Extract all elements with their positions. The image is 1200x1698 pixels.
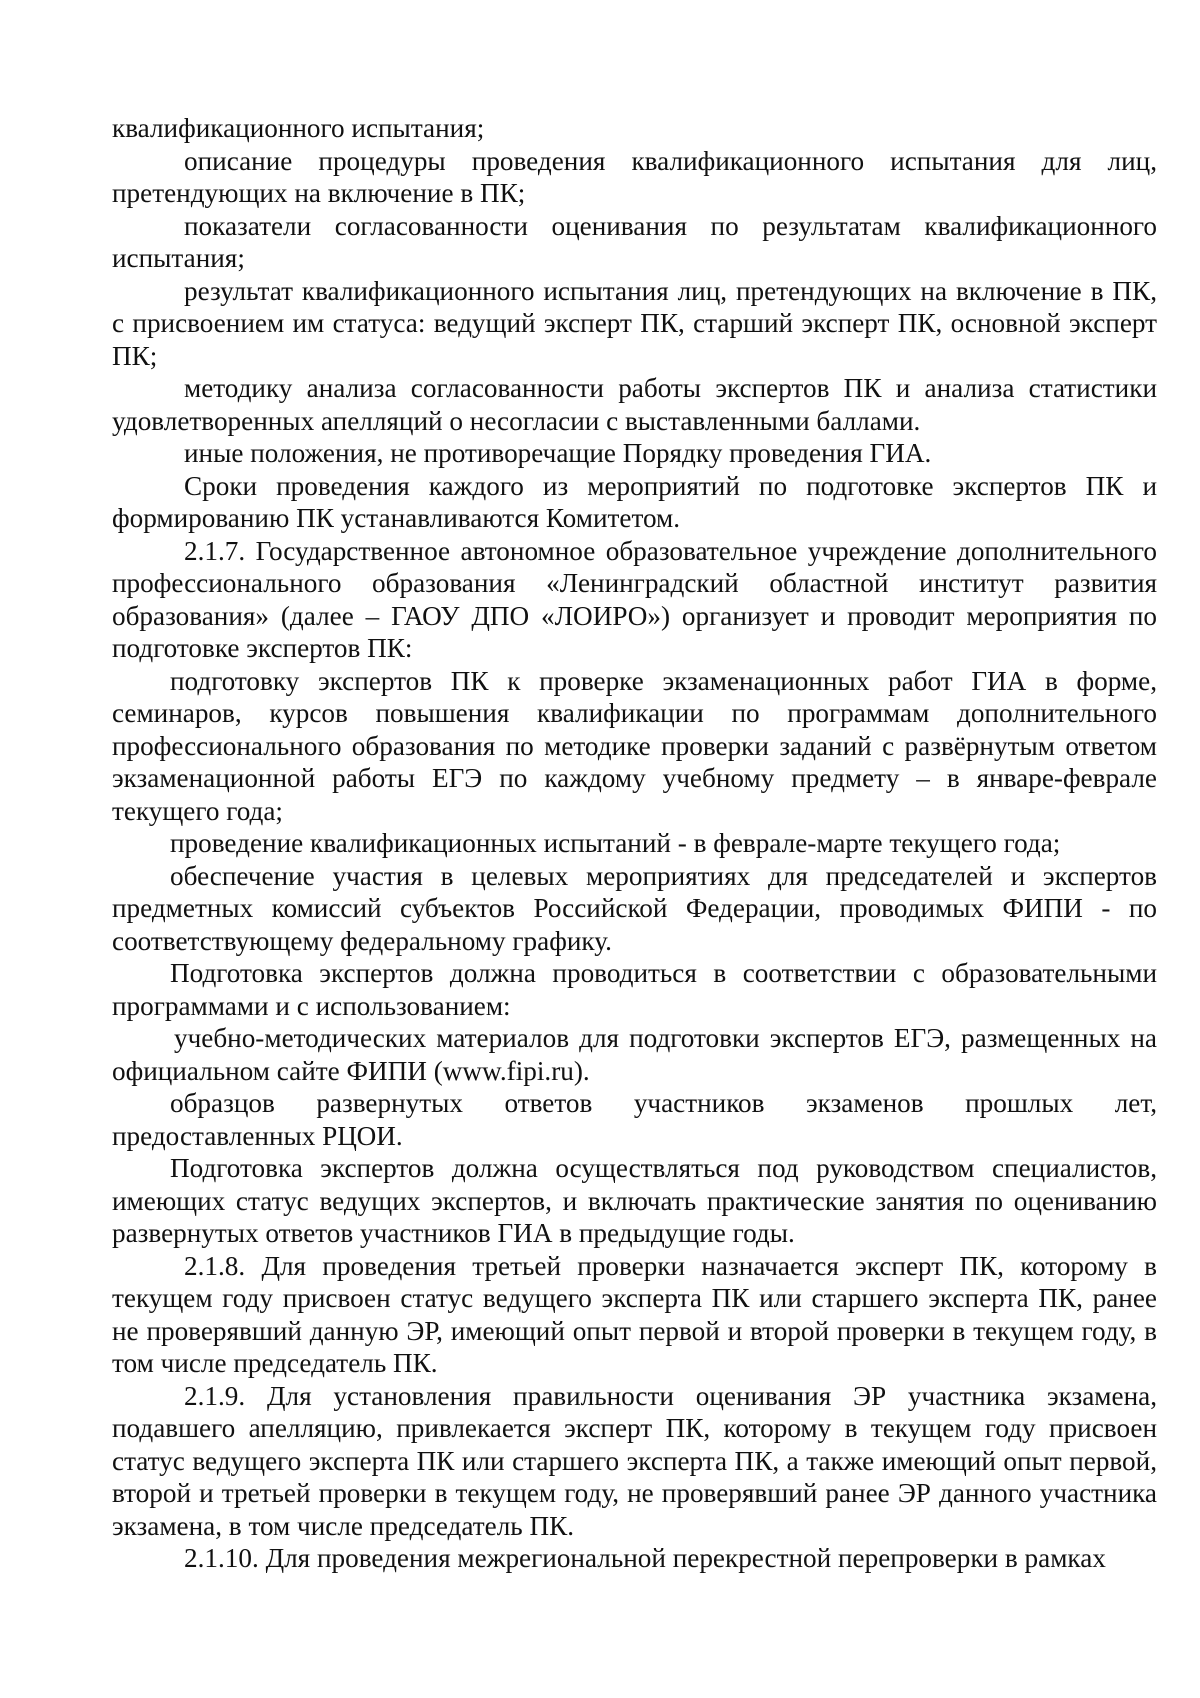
paragraph-2: описание процедуры проведения квалификационного испытания для лиц, претендующих на включение в ПК; xyxy=(112,145,1157,208)
paragraph-7: Сроки проведения каждого из мероприятий по подготовке экспертов ПК и формированию ПК устанавливаются Комитетом. xyxy=(112,470,1157,533)
paragraph-12: Подготовка экспертов должна проводиться в соответствии с образовательными программами и с использованием: xyxy=(112,958,1157,1021)
paragraph-13: учебно-методических материалов для подготовки экспертов ЕГЭ, размещенных на официальном сайте ФИПИ (www.fipi.ru). xyxy=(112,1023,1157,1086)
section-2-1-8: 2.1.8. Для проведения третьей проверки назначается эксперт ПК, которому в текущем году присвоен статус ведущего эксперта ПК или старшего эксперта ПК, ранее не проверявший данную ЭР, имеющий опыт первой и второй проверки в текущем году, в том числе председатель ПК. xyxy=(112,1250,1157,1378)
paragraph-3: показатели согласованности оценивания по результатам квалификационного испытания; xyxy=(112,210,1157,273)
paragraph-14: образцов развернутых ответов участников экзаменов прошлых лет, предоставленных РЦОИ. xyxy=(112,1088,1157,1151)
document-page xyxy=(112,112,1157,1575)
paragraph-1: квалификационного испытания; xyxy=(112,113,485,143)
paragraph-5: методику анализа согласованности работы экспертов ПК и анализа статистики удовлетворенных апелляций о несогласии с выставленными баллами. xyxy=(112,373,1157,436)
paragraph-6: иные положения, не противоречащие Порядку проведения ГИА. xyxy=(184,438,932,468)
paragraph-15: Подготовка экспертов должна осуществляться под руководством специалистов, имеющих статус ведущих экспертов, и включать практические занятия по оцениванию развернутых ответов участников ГИА в предыдущие годы. xyxy=(112,1153,1157,1248)
paragraph-11: обеспечение участия в целевых мероприятиях для председателей и экспертов предметных комиссий субъектов Российской Федерации, проводимых ФИПИ - по соответствующему федеральному графику. xyxy=(112,860,1157,956)
section-2-1-7: 2.1.7. Государственное автономное образовательное учреждение дополнительного профессионального образования «Ленинградский областной институт развития образования» (далее – ГАОУ ДПО «ЛОИРО») организует и проводит мероприятия по подготовке экспертов ПК: xyxy=(112,535,1157,663)
paragraph-10: проведение квалификационных испытаний - в феврале-марте текущего года; xyxy=(170,828,1061,858)
section-2-1-9: 2.1.9. Для установления правильности оценивания ЭР участника экзамена, подавшего апелляцию, привлекается эксперт ПК, которому в текущем году присвоен статус ведущего эксперта ПК или старшего эксперта ПК, а также имеющий опыт первой, второй и третьей проверки в текущем году, не проверявший ранее ЭР данного участника экзамена, в том числе председатель ПК. xyxy=(112,1380,1157,1541)
paragraph-9: подготовку экспертов ПК к проверке экзаменационных работ ГИА в форме, семинаров, курсов повышения квалификации по программам дополнительного профессионального образования по методике проверки заданий с развёрнутым ответом экзаменационной работы ЕГЭ по каждому учебному предмету – в январе-феврале текущего года; xyxy=(112,665,1157,826)
paragraph-4: результат квалификационного испытания лиц, претендующих на включение в ПК, с присвоением им статуса: ведущий эксперт ПК, старший эксперт ПК, основной эксперт ПК; xyxy=(112,275,1157,371)
section-2-1-10: 2.1.10. Для проведения межрегиональной перекрестной перепроверки в рамках xyxy=(184,1543,1106,1573)
